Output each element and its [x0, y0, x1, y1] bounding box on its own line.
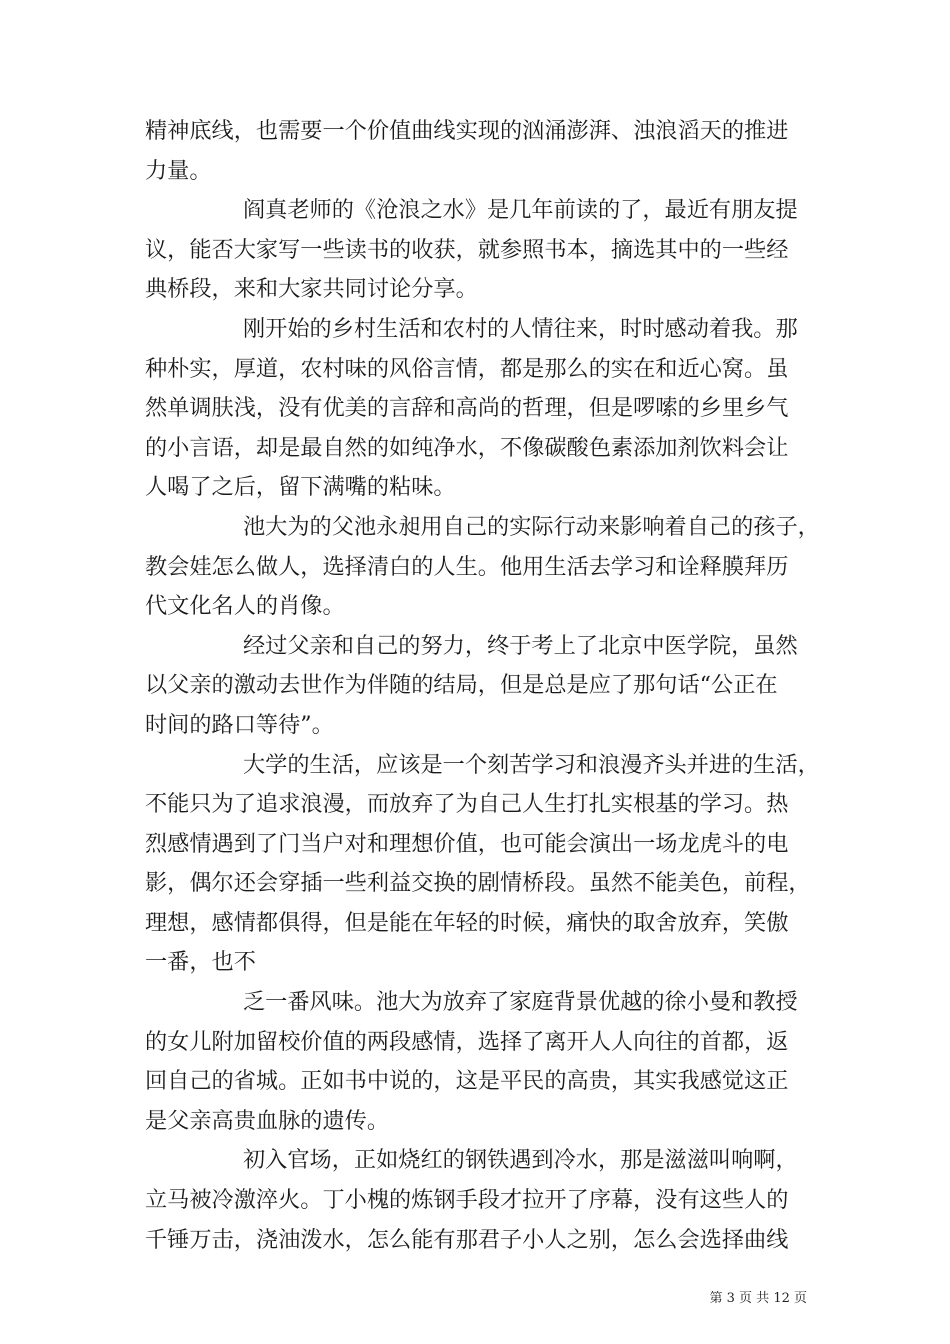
text-line: 理想，感情都俱得，但是能在年轻的时候，痛快的取舍放弃，笑傲 [145, 909, 789, 936]
text-line: 时间的路口等待”。 [145, 711, 334, 738]
document-body [145, 112, 820, 1260]
text-line: 代文化名人的肖像。 [145, 593, 345, 620]
text-line: 回自己的省城。正如书中说的，这是平民的高贵，其实我感觉这正 [145, 1068, 789, 1095]
paragraph-start-line: 经过父亲和自己的努力，终于考上了北京中医学院，虽然 [243, 632, 798, 659]
text-line: 影，偶尔还会穿插一些利益交换的剧情桥段。虽然不能美色，前程， [145, 870, 811, 897]
text-line: 然单调肤浅，没有优美的言辞和高尚的哲理，但是啰嗦的乡里乡气 [145, 395, 789, 422]
text-line: 烈感情遇到了门当户对和理想价值，也可能会演出一场龙虎斗的电 [145, 830, 789, 857]
paragraph-start-line: 池大为的父池永昶用自己的实际行动来影响着自己的孩子， [243, 513, 820, 540]
text-line: 千锤万击，浇油泼水，怎么能有那君子小人之别，怎么会选择曲线 [145, 1226, 789, 1253]
text-line: 典桥段，来和大家共同讨论分享。 [145, 276, 478, 303]
text-line: 教会娃怎么做人，选择清白的人生。他用生活去学习和诠释膜拜历 [145, 553, 789, 580]
text-line: 是父亲高贵血脉的遗传。 [145, 1107, 390, 1134]
text-line: 的小言语，却是最自然的如纯净水，不像碳酸色素添加剂饮料会让 [145, 434, 789, 461]
text-line: 人喝了之后，留下满嘴的粘味。 [145, 474, 456, 501]
paragraph-start-line: 大学的生活，应该是一个刻苦学习和浪漫齐头并进的生活， [243, 751, 820, 778]
text-line: 立马被冷激淬火。丁小槐的炼钢手段才拉开了序幕，没有这些人的 [145, 1187, 789, 1214]
text-line: 种朴实，厚道，农村味的风俗言情，都是那么的实在和近心窝。虽 [145, 355, 789, 382]
paragraph-start-line: 刚开始的乡村生活和农村的人情往来，时时感动着我。那 [243, 315, 798, 342]
text-line: 精神底线，也需要一个价值曲线实现的汹涌澎湃、浊浪滔天的推进 [145, 118, 789, 144]
text-line: 一番，也不 [145, 949, 256, 976]
text-line: 议，能否大家写一些读书的收获，就参照书本，摘选其中的一些经 [145, 236, 789, 263]
text-line: 以父亲的激动去世作为伴随的结局，但是总是应了那句话“公正在 [145, 672, 778, 699]
paragraph-start-line: 乏一番风味。池大为放弃了家庭背景优越的徐小曼和教授 [243, 989, 798, 1016]
paragraph-start-line: 初入官场，正如烧红的钢铁遇到冷水，那是滋滋叫响啊， [243, 1147, 798, 1174]
page-number-footer: 第 3 页 共 12 页 [709, 1291, 807, 1306]
text-line: 不能只为了追求浪漫，而放弃了为自己人生打扎实根基的学习。热 [145, 791, 789, 818]
paragraph-start-line: 阎真老师的《沧浪之水》是几年前读的了，最近有朋友提 [243, 197, 798, 224]
text-line: 的女儿附加留校价值的两段感情，选择了离开人人向往的首都，返 [145, 1028, 789, 1055]
text-line: 力量。 [145, 157, 212, 184]
